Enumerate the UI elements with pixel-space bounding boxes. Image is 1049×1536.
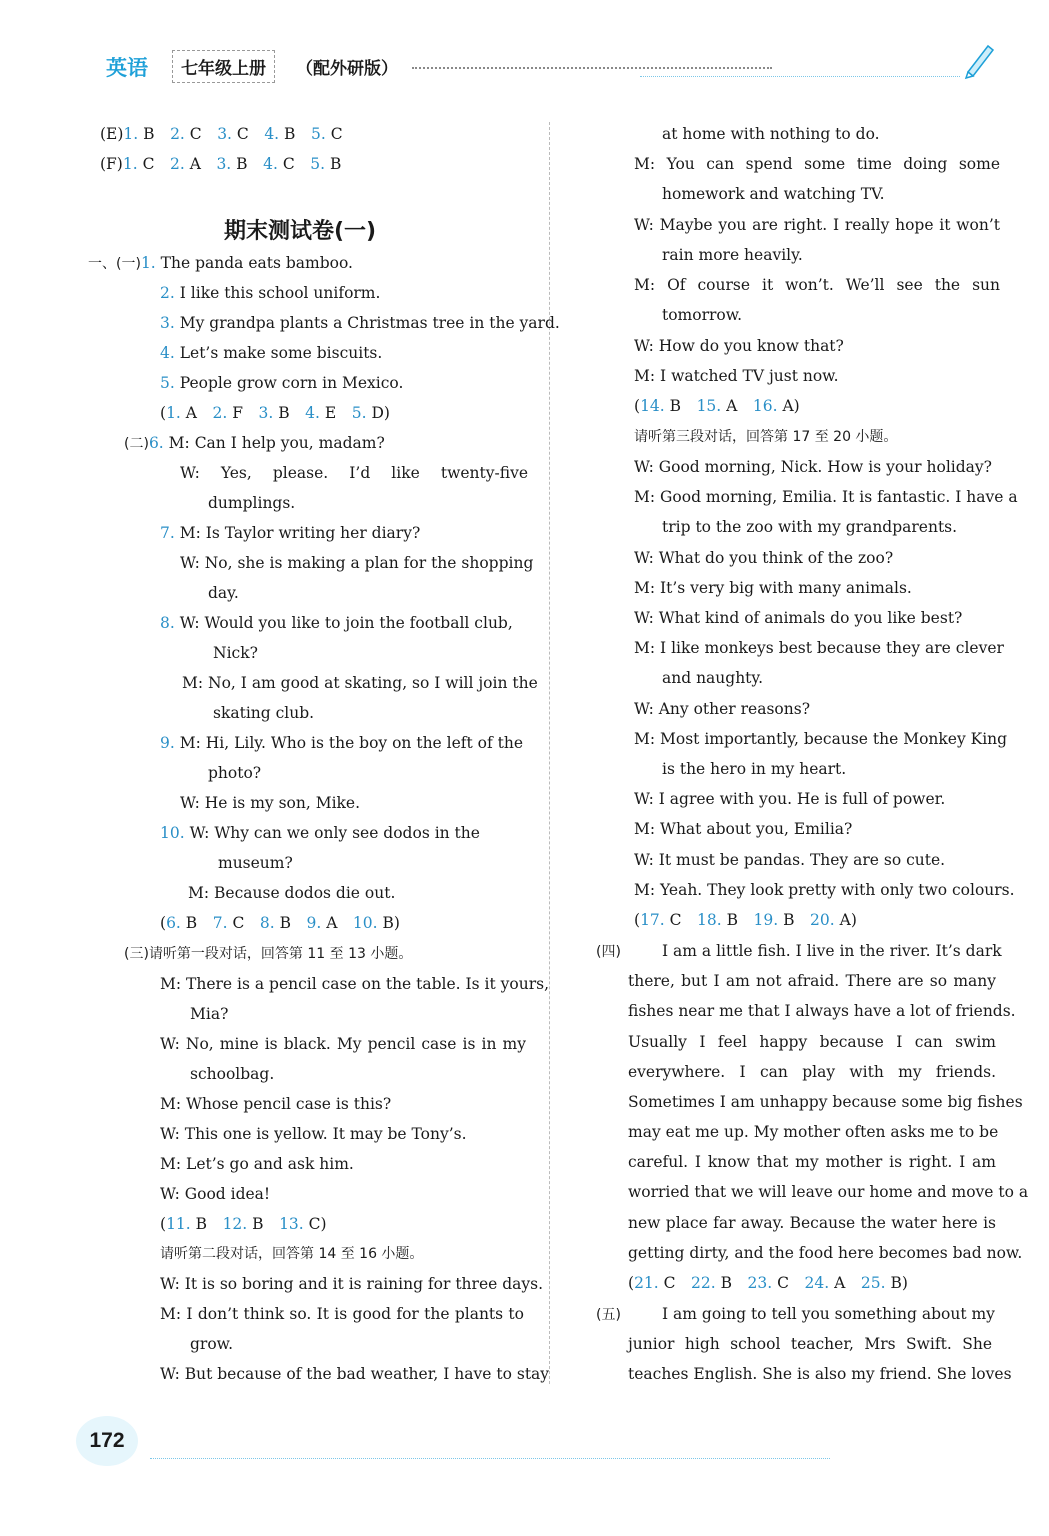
passage-line: careful. I know that my mother is right. I am: [628, 1153, 996, 1171]
dialogue-line: W: This one is yellow. It may be Tony’s.: [160, 1125, 467, 1143]
dialogue-line: 10. W: Why can we only see dodos in the: [160, 824, 480, 842]
dialogue-line: M: Of course it won’t. We’ll see the sun: [634, 276, 1000, 294]
column-divider: [549, 122, 550, 1384]
grade-label: 七年级上册: [172, 50, 275, 83]
dialogue-line: 7. M: Is Taylor writing her diary?: [160, 524, 421, 542]
passage-line: I am going to tell you something about my: [662, 1305, 995, 1323]
edition-label: （配外研版）: [296, 59, 398, 79]
answer-row: (17. C 18. B 19. B 20. A): [634, 911, 857, 929]
dialogue-line: Nick?: [213, 644, 258, 662]
instruction-line: 请听第三段对话，回答第 17 至 20 小题。: [634, 429, 898, 445]
dialogue-line: W: What do you think of the zoo?: [634, 549, 894, 567]
dialogue-line: day.: [208, 584, 239, 602]
instruction-line: (三)请听第一段对话，回答第 11 至 13 小题。: [124, 946, 413, 962]
listening-line: 2. I like this school uniform.: [160, 284, 381, 302]
section-title: 期末测试卷(一): [224, 219, 377, 244]
listening-line: 5. People grow corn in Mexico.: [160, 374, 404, 392]
dialogue-line: dumplings.: [208, 494, 296, 512]
dialogue-line: M: Let’s go and ask him.: [160, 1155, 354, 1173]
dialogue-line: M: Good morning, Emilia. It is fantastic. I have a: [634, 488, 1018, 506]
dialogue-line: W: No, she is making a plan for the shopping: [180, 554, 534, 572]
page-number: 172: [76, 1416, 138, 1466]
passage-line: there, but I am not afraid. There are so many: [628, 972, 996, 990]
dialogue-line: tomorrow.: [662, 306, 743, 324]
listening-line: 3. My grandpa plants a Christmas tree in the yard.: [160, 314, 560, 332]
passage-line: I am a little fish. I live in the river. It’s dark: [662, 942, 1002, 960]
dialogue-line: W: Good morning, Nick. How is your holiday?: [634, 458, 992, 476]
dialogue-line: W: Good idea!: [160, 1185, 271, 1203]
dialogue-line: M: I watched TV just now.: [634, 367, 839, 385]
answer-row: (6. B 7. C 8. B 9. A 10. B): [160, 914, 400, 932]
dialogue-line: at home with nothing to do.: [662, 125, 880, 143]
dialogue-line: grow.: [190, 1335, 234, 1353]
answer-row: (1. A 2. F 3. B 4. E 5. D): [160, 404, 390, 422]
answer-row: (11. B 12. B 13. C): [160, 1215, 327, 1233]
dialogue-line: W: It is so boring and it is raining for three days.: [160, 1275, 544, 1293]
passage-line: worried that we will leave our home and move to a: [628, 1183, 1029, 1201]
dialogue-line: Mia?: [190, 1005, 229, 1023]
dialogue-line: (二)6. M: Can I help you, madam?: [124, 434, 385, 452]
dialogue-line: schoolbag.: [190, 1065, 275, 1083]
passage-line: Sometimes I am unhappy because some big fishes: [628, 1093, 1023, 1111]
dialogue-line: photo?: [208, 764, 262, 782]
footer-divider: [150, 1458, 830, 1459]
passage-line: fishes near me that I always have a lot of friends.: [628, 1002, 1016, 1020]
dialogue-line: W: Any other reasons?: [634, 700, 811, 718]
section-label: (五): [596, 1307, 621, 1323]
dialogue-line: M: I don’t think so. It is good for the plants to: [160, 1305, 524, 1323]
passage-line: teaches English. She is also my friend. She loves: [628, 1365, 1012, 1383]
passage-line: Usually I feel happy because I can swim: [628, 1033, 996, 1051]
header-divider-blue: [640, 76, 960, 77]
answer-row: (21. C 22. B 23. C 24. A 25. B): [628, 1274, 908, 1292]
dialogue-line: W: I agree with you. He is full of power.: [634, 790, 946, 808]
dialogue-line: M: No, I am good at skating, so I will join the: [182, 674, 538, 692]
listening-line: 一、(一)1. The panda eats bamboo.: [88, 254, 353, 272]
answer-row: (14. B 15. A 16. A): [634, 397, 800, 415]
dialogue-line: M: Because dodos die out.: [188, 884, 396, 902]
dialogue-line: W: It must be pandas. They are so cute.: [634, 851, 946, 869]
dialogue-line: W: No, mine is black. My pencil case is in my: [160, 1035, 526, 1053]
answer-row-e: (E)1. B 2. C 3. C 4. B 5. C: [100, 125, 343, 143]
passage-line: getting dirty, and the food here becomes bad now.: [628, 1244, 1023, 1262]
dialogue-line: W: What kind of animals do you like best?: [634, 609, 963, 627]
dialogue-line: W: How do you know that?: [634, 337, 844, 355]
dialogue-line: 9. M: Hi, Lily. Who is the boy on the left of the: [160, 734, 524, 752]
dialogue-line: is the hero in my heart.: [662, 760, 847, 778]
dialogue-line: W: He is my son, Mike.: [180, 794, 361, 812]
passage-line: everywhere. I can play with my friends.: [628, 1063, 996, 1081]
dialogue-line: trip to the zoo with my grandparents.: [662, 518, 958, 536]
dialogue-line: W: Yes, please. I’d like twenty-five: [180, 464, 528, 482]
dialogue-line: M: Whose pencil case is this?: [160, 1095, 392, 1113]
header-divider: [412, 67, 772, 69]
section-label: (四): [596, 944, 621, 960]
dialogue-line: skating club.: [213, 704, 315, 722]
dialogue-line: M: It’s very big with many animals.: [634, 579, 912, 597]
listening-line: 4. Let’s make some biscuits.: [160, 344, 383, 362]
dialogue-line: M: There is a pencil case on the table. Is it yours,: [160, 975, 550, 993]
dialogue-line: 8. W: Would you like to join the football club,: [160, 614, 513, 632]
answer-row-f: (F)1. C 2. A 3. B 4. C 5. B: [100, 155, 342, 173]
instruction-line: 请听第二段对话，回答第 14 至 16 小题。: [160, 1246, 424, 1262]
dialogue-line: M: Most importantly, because the Monkey King: [634, 730, 1008, 748]
passage-line: new place far away. Because the water here is: [628, 1214, 996, 1232]
dialogue-line: M: What about you, Emilia?: [634, 820, 853, 838]
pen-icon: [958, 40, 998, 80]
dialogue-line: rain more heavily.: [662, 246, 803, 264]
dialogue-line: M: You can spend some time doing some: [634, 155, 1000, 173]
dialogue-line: museum?: [218, 854, 293, 872]
dialogue-line: W: Maybe you are right. I really hope it won’t: [634, 216, 1000, 234]
dialogue-line: M: I like monkeys best because they are clever: [634, 639, 1004, 657]
dialogue-line: and naughty.: [662, 669, 764, 687]
subject-label: 英语: [106, 56, 148, 80]
dialogue-line: M: Yeah. They look pretty with only two colours.: [634, 881, 1015, 899]
passage-line: may eat me up. My mother often asks me to be: [628, 1123, 999, 1141]
dialogue-line: homework and watching TV.: [662, 185, 885, 203]
passage-line: junior high school teacher, Mrs Swift. She: [628, 1335, 992, 1353]
dialogue-line: W: But because of the bad weather, I have to stay: [160, 1365, 550, 1383]
